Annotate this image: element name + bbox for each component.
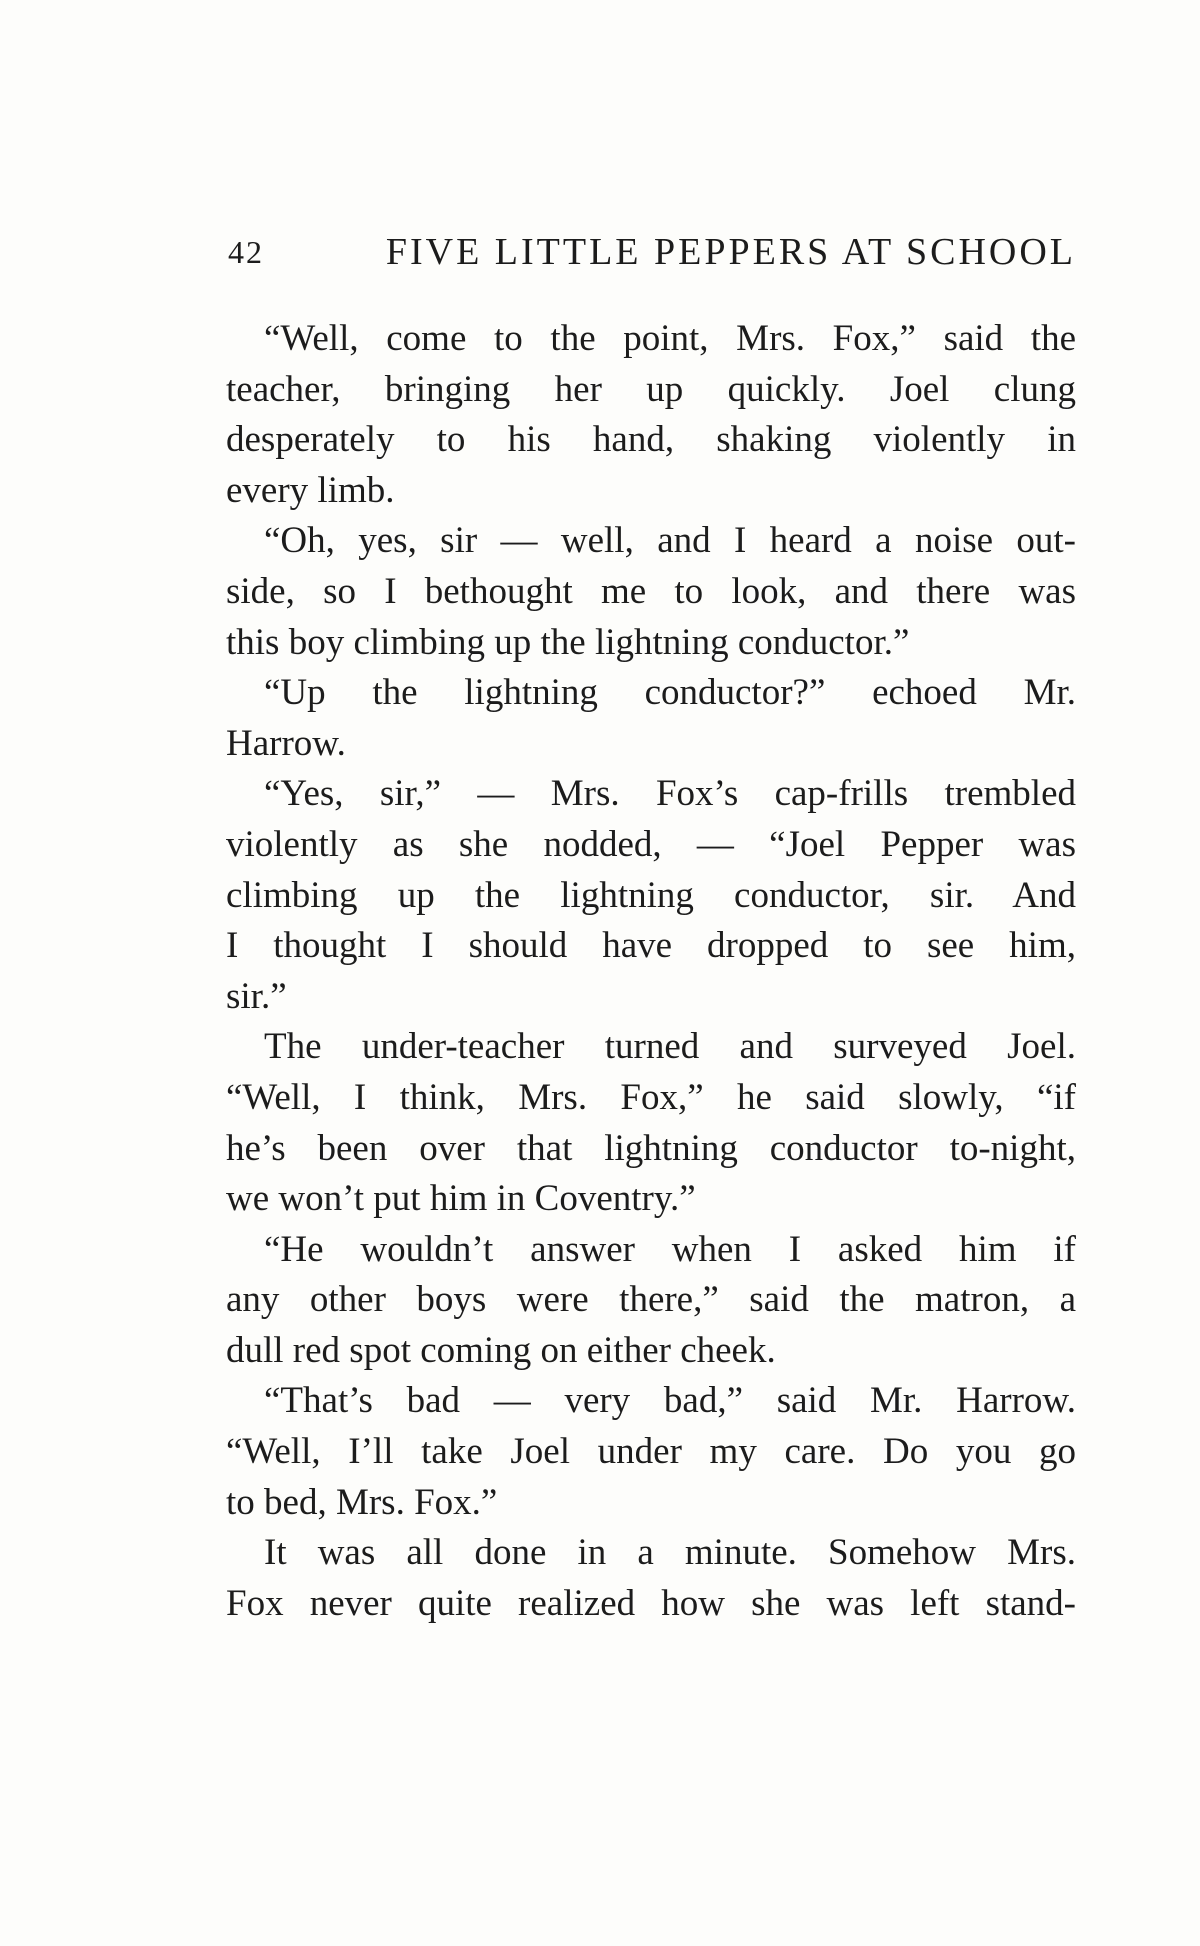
- text-line: side, so I bethought me to look, and there was: [226, 570, 1076, 612]
- book-title: FIVE LITTLE PEPPERS AT SCHOOL: [385, 231, 1076, 273]
- text-line: I thought I should have dropped to see him,: [226, 925, 1076, 967]
- text-line: “Well, come to the point, Mrs. Fox,” said the: [264, 318, 1076, 359]
- text-line: “He wouldn’t answer when I asked him if: [264, 1228, 1076, 1270]
- text-line: “Oh, yes, sir — well, and I heard a noise out-: [264, 520, 1076, 562]
- text-line: violently as she nodded, — “Joel Pepper was: [226, 823, 1076, 865]
- text-line: climbing up the lightning conductor, sir. And: [226, 874, 1076, 916]
- text-line: teacher, bringing her up quickly. Joel clung: [226, 368, 1076, 410]
- running-head: [228, 222, 1076, 282]
- text-line: “Well, I think, Mrs. Fox,” he said slowly, “if: [226, 1076, 1076, 1118]
- text-line: “Up the lightning conductor?” echoed Mr.: [264, 672, 1076, 714]
- text-line: he’s been over that lightning conductor to-night,: [226, 1127, 1076, 1169]
- text-line: Harrow.: [226, 722, 346, 764]
- text-line: we won’t put him in Coventry.”: [226, 1178, 696, 1220]
- text-line: “That’s bad — very bad,” said Mr. Harrow.: [264, 1380, 1076, 1422]
- text-line: “Yes, sir,” — Mrs. Fox’s cap-frills trembled: [264, 773, 1076, 815]
- text-line: “Well, I’ll take Joel under my care. Do you go: [226, 1431, 1076, 1473]
- text-line: sir.”: [226, 975, 287, 1017]
- text-line: dull red spot coming on either cheek.: [226, 1329, 776, 1371]
- text-line: to bed, Mrs. Fox.”: [226, 1481, 498, 1523]
- text-line: Fox never quite realized how she was left stand-: [226, 1582, 1076, 1624]
- text-line: every limb.: [226, 469, 395, 511]
- text-line: desperately to his hand, shaking violently in: [226, 419, 1076, 461]
- text-line: It was all done in a minute. Somehow Mrs.: [264, 1532, 1076, 1574]
- page-text: [226, 314, 1076, 1629]
- page-number: 42: [228, 234, 264, 270]
- text-line: this boy climbing up the lightning conductor.”: [226, 621, 910, 663]
- text-line: any other boys were there,” said the matron, a: [226, 1279, 1076, 1321]
- text-line: The under-teacher turned and surveyed Joel.: [264, 1026, 1076, 1068]
